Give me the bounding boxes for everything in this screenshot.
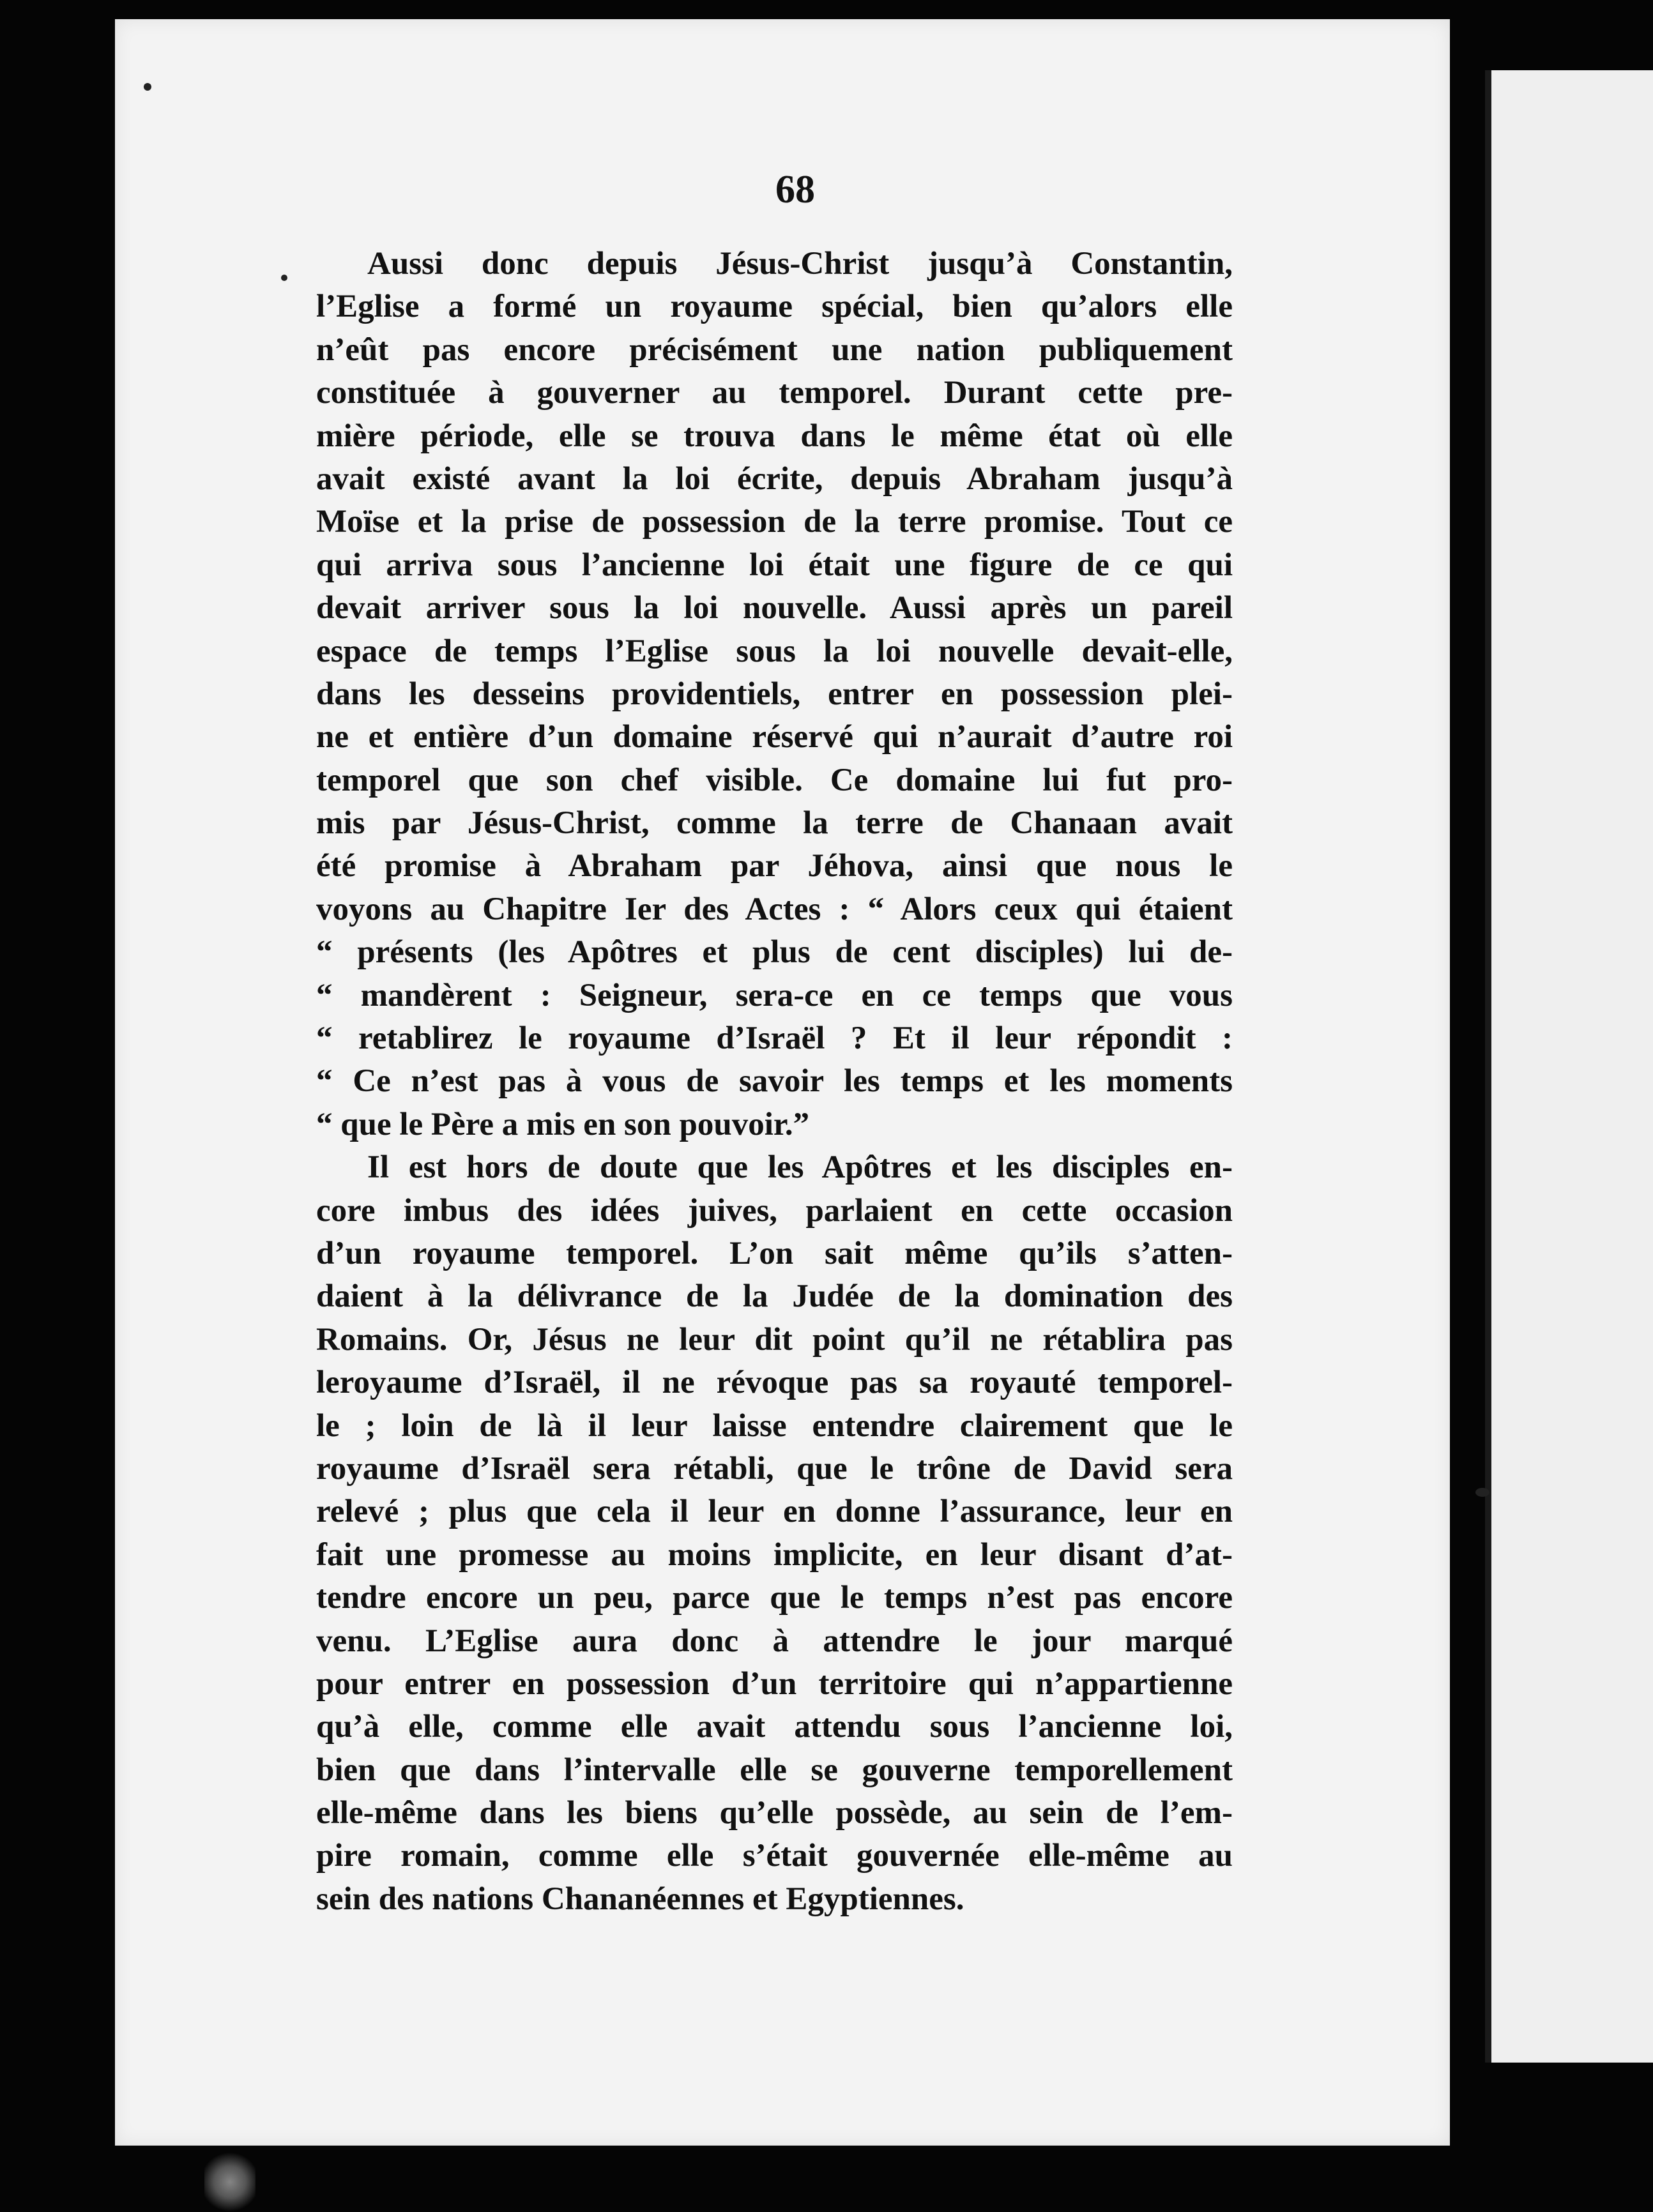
text-line: mis par Jésus-Christ, comme la terre de Chanaan avait bbox=[316, 805, 1233, 842]
text-line: été promise à Abraham par Jéhova, ainsi que nous le bbox=[316, 848, 1233, 884]
text-line: Romains. Or, Jésus ne leur dit point qu’il ne rétablira pas bbox=[316, 1321, 1233, 1358]
text-line: d’un royaume temporel. L’on sait même qu’ils s’atten- bbox=[316, 1235, 1233, 1271]
text-line: core imbus des idées juives, parlaient en cette occasion bbox=[316, 1192, 1233, 1229]
text-line: pour entrer en possession d’un territoire qui n’appartienne bbox=[316, 1665, 1233, 1702]
text-line: “ retablirez le royaume d’Israël ? Et il leur répondit : bbox=[316, 1020, 1233, 1057]
text-line: bien que dans l’intervalle elle se gouverne temporellement bbox=[316, 1752, 1233, 1788]
text-line: “ mandèrent : Seigneur, sera-ce en ce temps que vous bbox=[316, 977, 1233, 1013]
text-line: sein des nations Chananéennes et Egyptiennes. bbox=[316, 1881, 964, 1917]
text-line: “ Ce n’est pas à vous de savoir les temps et les moments bbox=[316, 1063, 1233, 1100]
scan-speck bbox=[144, 83, 151, 91]
text-line: qui arriva sous l’ancienne loi était une figure de ce qui bbox=[316, 547, 1233, 583]
scan-smudge bbox=[204, 2152, 255, 2212]
page-number: 68 bbox=[775, 168, 815, 211]
text-line: Aussi donc depuis Jésus-Christ jusqu’à Constantin, bbox=[367, 246, 1233, 282]
text-line: voyons au Chapitre Ier des Actes : “ Alors ceux qui étaient bbox=[316, 891, 1233, 927]
text-line: qu’à elle, comme elle avait attendu sous l’ancienne loi, bbox=[316, 1709, 1233, 1745]
text-line: relevé ; plus que cela il leur en donne l’assurance, leur en bbox=[316, 1494, 1233, 1530]
scan-speck bbox=[281, 275, 287, 281]
text-line: l’Eglise a formé un royaume spécial, bien qu’alors elle bbox=[316, 289, 1233, 325]
text-line: royaume d’Israël sera rétabli, que le trône de David sera bbox=[316, 1450, 1233, 1487]
text-line: mière période, elle se trouva dans le même état où elle bbox=[316, 418, 1233, 454]
text-line: n’eût pas encore précisément une nation publiquement bbox=[316, 331, 1233, 368]
text-line: le ; loin de là il leur laisse entendre clairement que le bbox=[316, 1407, 1233, 1444]
text-line: fait une promesse au moins implicite, en leur disant d’at- bbox=[316, 1536, 1233, 1573]
text-line: Moïse et la prise de possession de la terre promise. Tout ce bbox=[316, 504, 1233, 540]
text-line: venu. L’Eglise aura donc à attendre le jour marqué bbox=[316, 1623, 1233, 1659]
text-line: devait arriver sous la loi nouvelle. Aussi après un pareil bbox=[316, 590, 1233, 626]
text-line: elle-même dans les biens qu’elle possède, au sein de l’em- bbox=[316, 1795, 1233, 1831]
text-line: dans les desseins providentiels, entrer en possession plei- bbox=[316, 676, 1233, 712]
text-line: temporel que son chef visible. Ce domaine lui fut pro- bbox=[316, 762, 1233, 798]
text-line: avait existé avant la loi écrite, depuis Abraham jusqu’à bbox=[316, 460, 1233, 497]
text-line: tendre encore un peu, parce que le temps n’est pas encore bbox=[316, 1580, 1233, 1616]
text-line: espace de temps l’Eglise sous la loi nouvelle devait-elle, bbox=[316, 633, 1233, 669]
text-line: “ que le Père a mis en son pouvoir.” bbox=[316, 1106, 810, 1142]
body-text bbox=[316, 243, 1233, 1921]
text-line: leroyaume d’Israël, il ne révoque pas sa royauté temporel- bbox=[316, 1365, 1233, 1401]
text-line: constituée à gouverner au temporel. Durant cette pre- bbox=[316, 375, 1233, 411]
text-line: ne et entière d’un domaine réservé qui n’aurait d’autre roi bbox=[316, 719, 1233, 755]
text-line: “ présents (les Apôtres et plus de cent disciples) lui de- bbox=[316, 934, 1233, 971]
facing-page-edge bbox=[1485, 70, 1653, 2063]
text-line: Il est hors de doute que les Apôtres et les disciples en- bbox=[367, 1149, 1233, 1186]
scan-speck bbox=[1475, 1488, 1489, 1497]
text-line: pire romain, comme elle s’était gouvernée elle-même au bbox=[316, 1838, 1233, 1874]
text-line: daient à la délivrance de la Judée de la domination des bbox=[316, 1278, 1233, 1315]
